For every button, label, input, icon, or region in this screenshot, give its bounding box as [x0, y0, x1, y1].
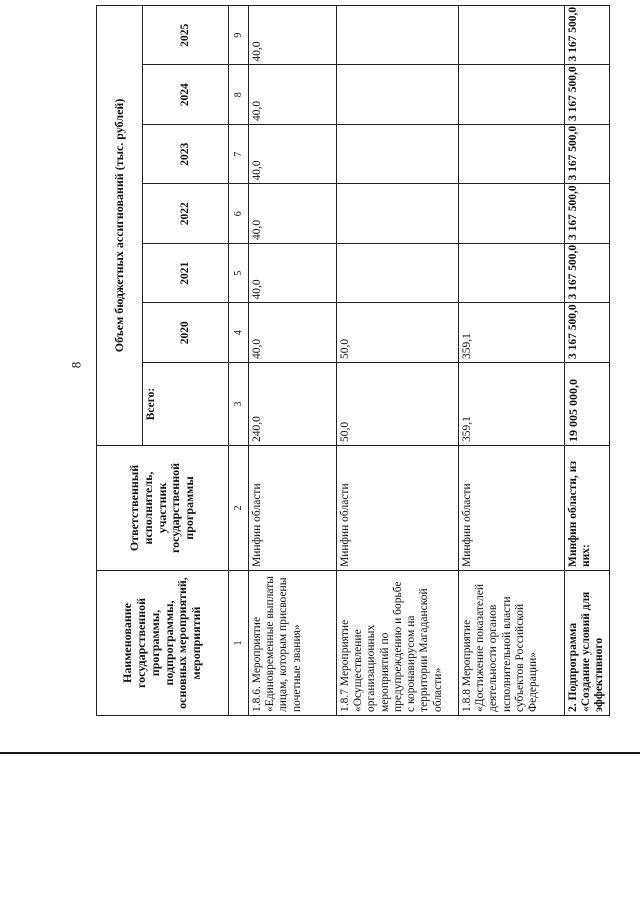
header-year: 2023 — [143, 125, 229, 185]
row-value: 40,0 — [249, 65, 337, 125]
column-number: 4 — [229, 303, 249, 363]
row-value: 40,0 — [249, 5, 337, 65]
row-value — [337, 184, 459, 244]
row-total: 359,1 — [459, 363, 565, 446]
subprogram-value: 3 167 500,0 — [565, 5, 610, 65]
budget-table-rotated — [96, 6, 606, 716]
subprogram-executor: Минфин области, из них: — [565, 446, 610, 571]
header-year: 2025 — [143, 5, 229, 65]
row-value — [337, 244, 459, 304]
column-number: 1 — [229, 571, 249, 716]
header-executor: Ответственный исполнитель, участник государственной программы — [97, 446, 229, 571]
column-number: 5 — [229, 244, 249, 304]
column-number: 2 — [229, 446, 249, 571]
column-number: 9 — [229, 5, 249, 65]
header-year: 2022 — [143, 184, 229, 244]
row-value: 50,0 — [337, 303, 459, 363]
subprogram-value: 3 167 500,0 — [565, 303, 610, 363]
row-value — [459, 5, 565, 65]
header-total: Всего: — [143, 363, 229, 446]
header-budget: Объем бюджетных ассигнований (тыс. рублей) — [97, 5, 143, 445]
header-year: 2020 — [143, 303, 229, 363]
column-number: 8 — [229, 65, 249, 125]
row-name: 1.8.7 Мероприятие «Осуществление организационных мероприятий по предупреждению и борьбе с коронавирусом на территории Магаданской области» — [337, 571, 459, 716]
row-total: 240,0 — [249, 363, 337, 446]
table-row — [459, 5, 565, 715]
subprogram-total: 19 005 000,0 — [565, 363, 610, 446]
subprogram-value: 3 167 500,0 — [565, 244, 610, 304]
page-number: 8 — [68, 361, 84, 369]
row-value: 40,0 — [249, 303, 337, 363]
table-row — [337, 5, 459, 715]
subprogram-value: 3 167 500,0 — [565, 125, 610, 185]
row-value — [459, 65, 565, 125]
subprogram-value: 3 167 500,0 — [565, 65, 610, 125]
row-name: 1.8.8 Мероприятие «Достижение показателей деятельности органов исполнительной власти субъектов Российской Федерации» — [459, 571, 565, 716]
subprogram-name: 2. Подпрограмма «Создание условий для эффективного — [565, 571, 610, 716]
row-executor: Минфин области — [459, 446, 565, 571]
row-value — [459, 184, 565, 244]
header-year: 2024 — [143, 65, 229, 125]
row-value — [337, 5, 459, 65]
row-total: 50,0 — [337, 363, 459, 446]
budget-table — [96, 5, 610, 716]
row-value — [337, 65, 459, 125]
scan-divider-line — [0, 752, 640, 754]
subprogram-value: 3 167 500,0 — [565, 184, 610, 244]
row-value — [459, 244, 565, 304]
row-value: 40,0 — [249, 125, 337, 185]
column-number: 6 — [229, 184, 249, 244]
row-value — [459, 125, 565, 185]
table-row — [249, 5, 337, 715]
row-value — [337, 125, 459, 185]
row-value: 359,1 — [459, 303, 565, 363]
header-year: 2021 — [143, 244, 229, 304]
row-value: 40,0 — [249, 184, 337, 244]
column-number: 7 — [229, 125, 249, 185]
row-name: 1.8.6. Мероприятие «Единовременные выплаты лицам, которым присвоены почетные звания» — [249, 571, 337, 716]
table-row-subprogram — [565, 5, 610, 715]
row-value: 40,0 — [249, 244, 337, 304]
row-executor: Минфин области — [337, 446, 459, 571]
column-number: 3 — [229, 363, 249, 446]
header-name: Наименование государственной программы, подпрограммы, основных мероприятий, мероприятий — [97, 571, 229, 716]
row-executor: Минфин области — [249, 446, 337, 571]
